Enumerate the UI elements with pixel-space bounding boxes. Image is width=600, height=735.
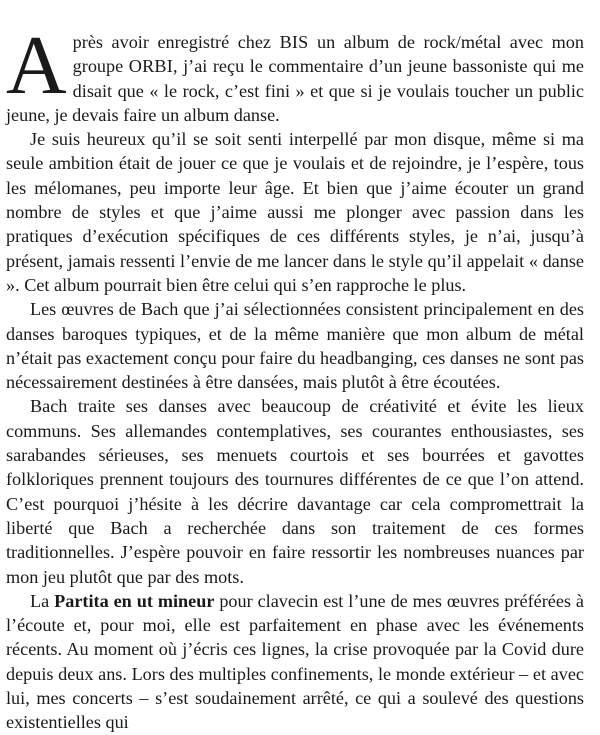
paragraph-5-text-b: pour clavecin est l’une de mes œuvres préférées à l’écoute et, pour moi, elle est parfaitement en phase avec les événements récents. Au moment où j’écris ces lignes, la crise provoquée par la Covid dure depuis deux ans. Lors des multiples confinements, le monde extérieur – et avec lui, mes concerts – s’est soudainement arrêté, ce qui a soulevé des questions existentielles qui	[6, 590, 584, 733]
document-body	[6, 19, 584, 735]
paragraph-5	[6, 589, 584, 735]
paragraph-1-text-a: près avoir enregistré chez	[72, 32, 280, 52]
band-name: ORBI	[128, 56, 173, 77]
paragraph-1-text-b: un album de rock/métal avec mon groupe	[72, 32, 584, 77]
record-label-name: BIS	[279, 32, 309, 52]
drop-cap-letter: A	[6, 19, 67, 112]
paragraph-5-text-a: La	[30, 590, 55, 611]
paragraph-4: Bach traite ses danses avec beaucoup de créativité et évite les lieux communs. Ses allemandes contemplatives, ses courantes enthousiastes, ses sarabandes sérieuses, ses menuets courtois et ses bourrées et gavottes folkloriques prennent toujours des tournures différentes de ce que l’on attend. C’est pourquoi j’hésite à les décrire davantage car cela compromettrait la liberté que Bach a recherchée dans son traitement de ces formes traditionnelles. J’espère pouvoir en faire ressortir les nombreuses nuances par mon jeu plutôt que par des mots.	[6, 396, 584, 587]
paragraph-1	[6, 19, 584, 127]
paragraph-1-text-c: , j’ai reçu le commentaire d’un jeune bassoniste qui me disait que « le rock, c’est fini » et que si je voulais toucher un public jeune, je devais faire un album danse.	[6, 56, 584, 125]
work-title: Partita en ut mineur	[54, 590, 215, 611]
paragraph-3: Les œuvres de Bach que j’ai sélectionnées consistent principalement en des danses baroques typiques, et de la même manière que mon album de métal n’était pas exactement conçu pour faire du headbanging, ces danses ne sont pas nécessairement destinées à être dansées, mais plutôt à être écoutées.	[6, 299, 584, 393]
paragraph-2: Je suis heureux qu’il se soit senti interpellé par mon disque, même si ma seule ambition était de jouer ce que je voulais et de rejoindre, je l’espère, tous les mélomanes, peu importe leur âge. Et bien que j’aime écouter un grand nombre de styles et que j’aime aussi me plonger avec passion dans les pratiques d’exécution spécifiques de ces différents styles, je n’ai, jusqu’à présent, jamais ressenti l’envie de me lancer dans le style qu’il appelait « danse ». Cet album pourrait bien être celui qui s’en rapproche le plus.	[6, 129, 584, 295]
